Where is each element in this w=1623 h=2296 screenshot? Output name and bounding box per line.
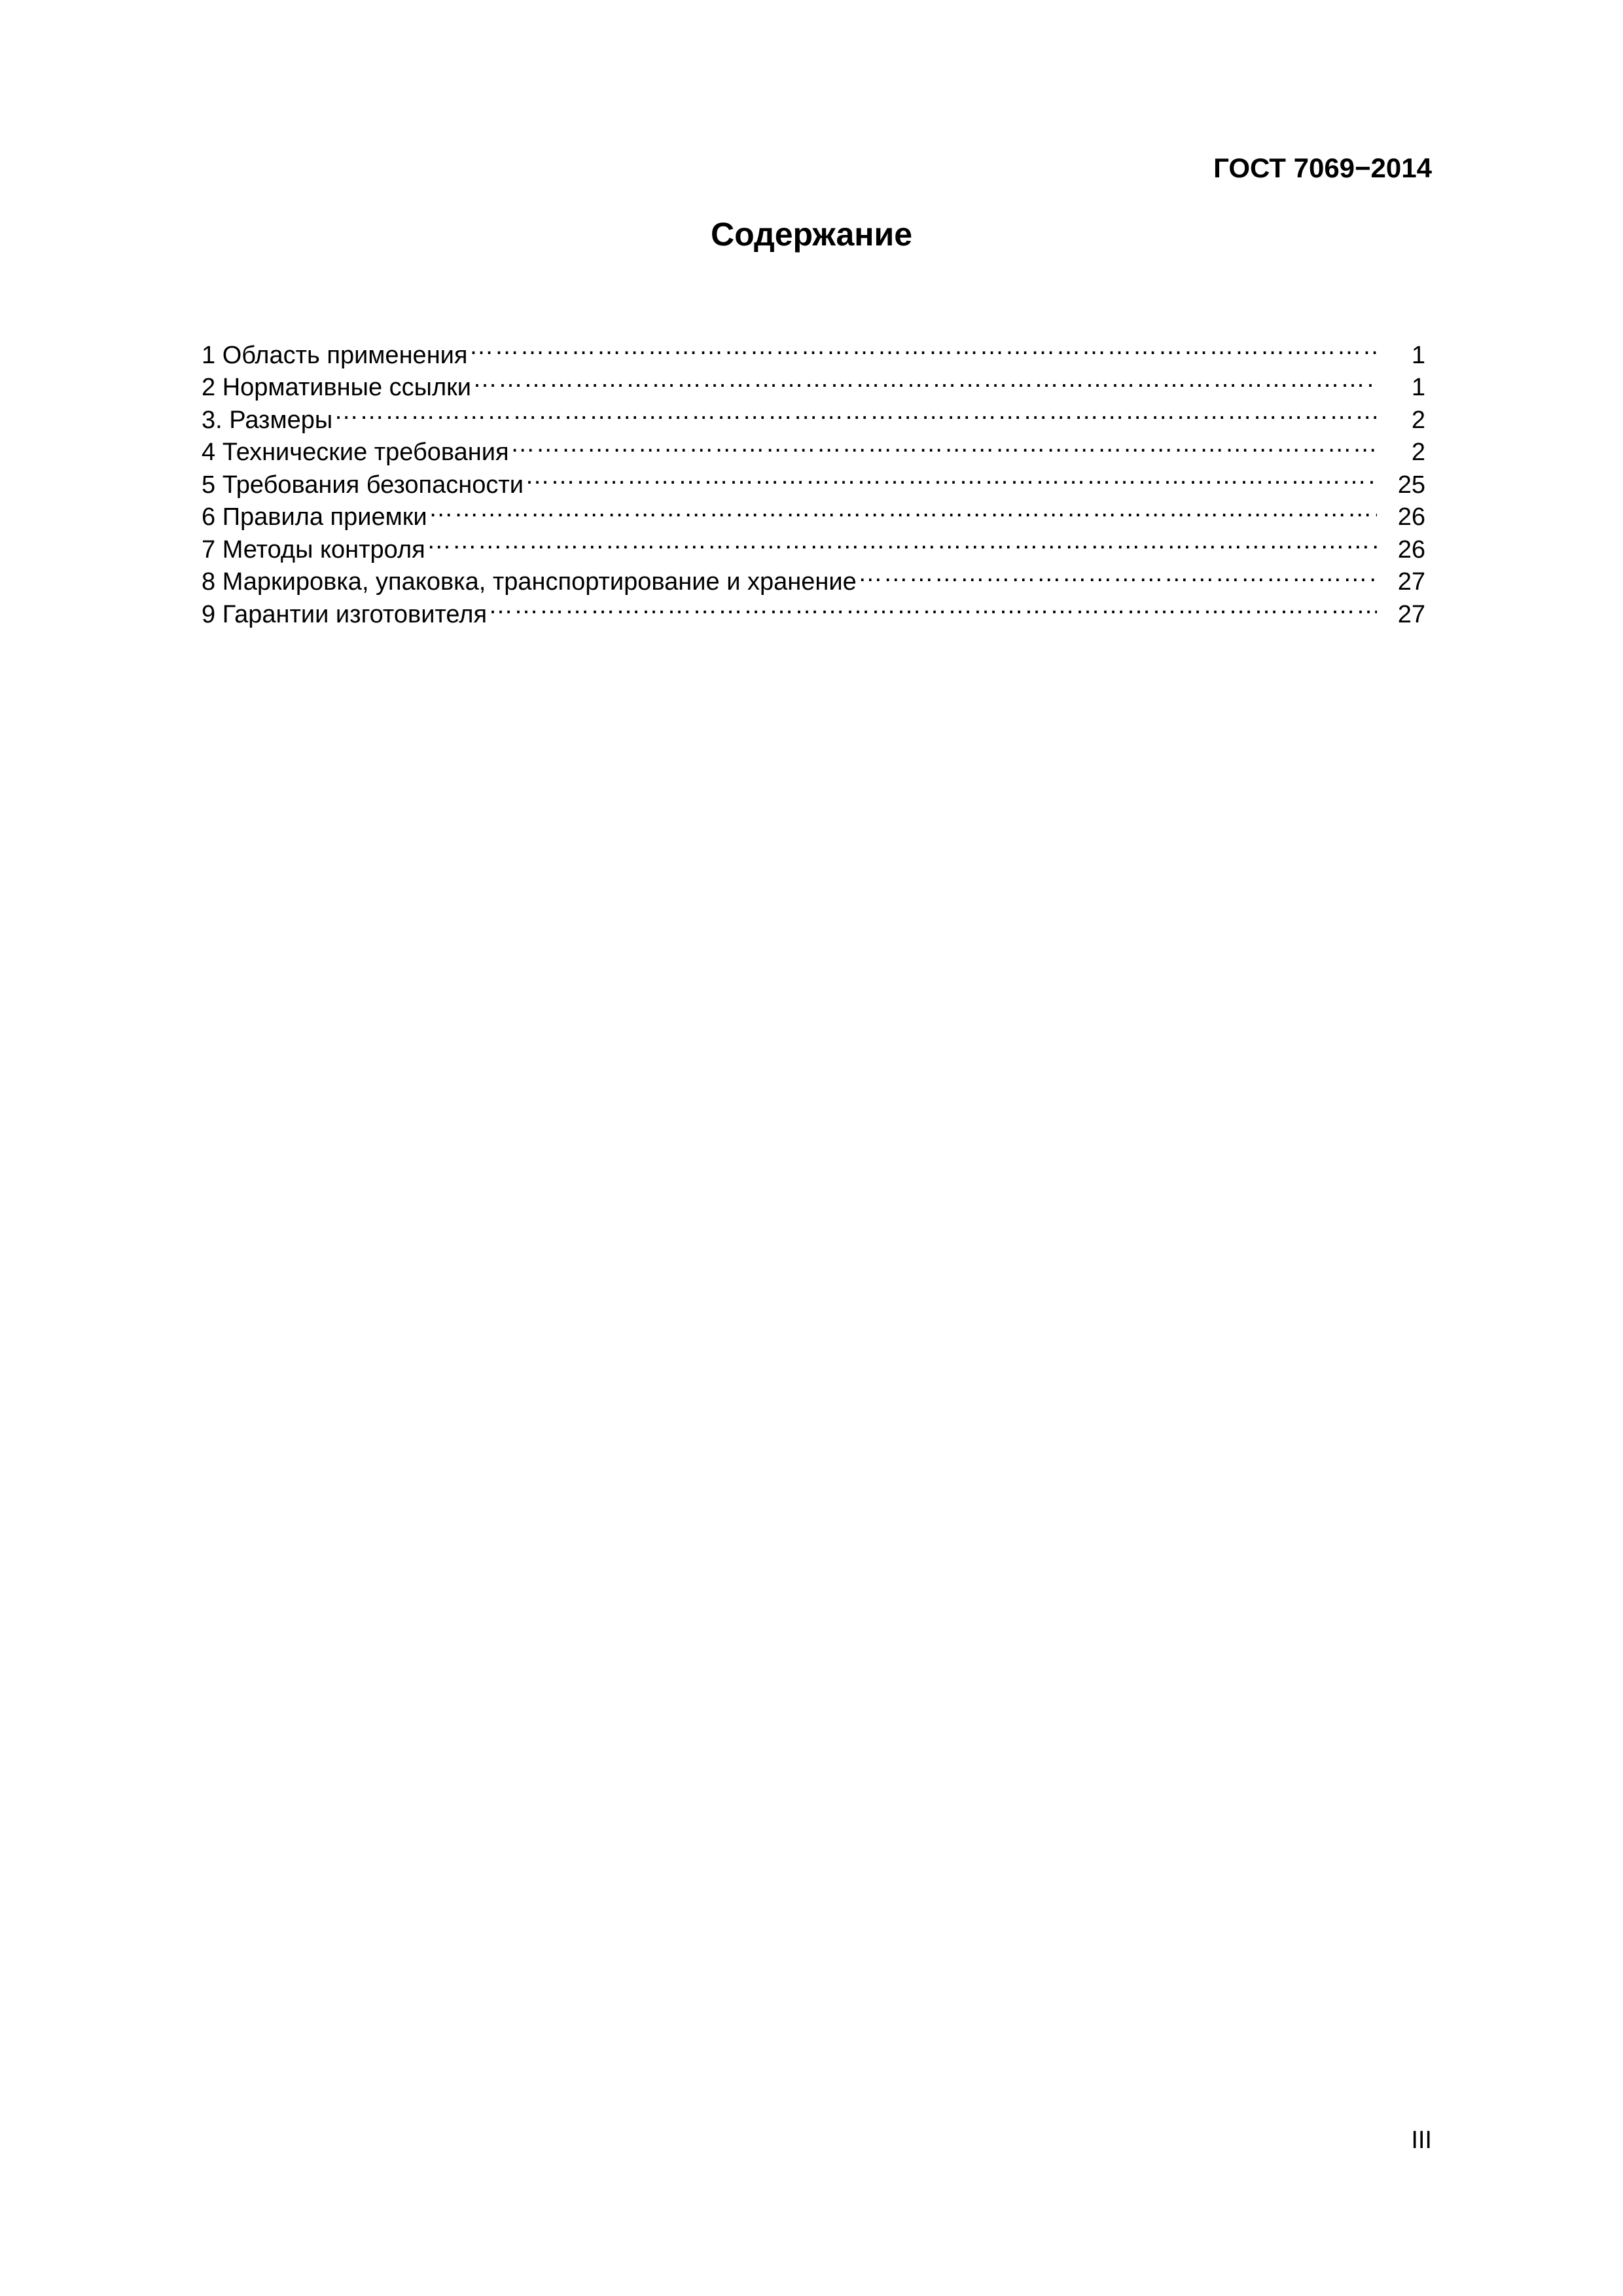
toc-dot-leader [525, 460, 1377, 493]
toc-dot-leader [858, 558, 1377, 590]
toc-entry-1[interactable] [202, 331, 1425, 369]
toc-entry-label: 9 Гарантии изготовителя [202, 600, 488, 628]
table-of-contents [202, 331, 1425, 628]
toc-entry-label: 8 Маркировка, упаковка, транспортирование и хранение [202, 568, 857, 596]
page-title [0, 215, 1623, 254]
toc-entry-page: 27 [1397, 600, 1425, 628]
toc-entry-page: 26 [1397, 503, 1425, 531]
toc-entry-4[interactable] [202, 428, 1425, 466]
toc-dot-leader [427, 525, 1377, 558]
toc-entry-3[interactable] [202, 395, 1425, 434]
page-number: III [1411, 2126, 1432, 2154]
toc-dot-leader [429, 493, 1377, 526]
toc-dot-leader [469, 331, 1377, 363]
toc-dot-leader [473, 363, 1377, 396]
toc-dot-leader [334, 395, 1377, 428]
toc-dot-leader [488, 590, 1377, 622]
toc-entry-page: 2 [1411, 439, 1425, 466]
toc-entry-page: 25 [1397, 471, 1425, 499]
toc-entry-label: 4 Технические требования [202, 439, 509, 466]
toc-entry-page: 27 [1397, 568, 1425, 596]
toc-entry-label: 1 Область применения [202, 341, 468, 369]
page-title-text: Содержание [710, 216, 913, 253]
toc-dot-leader [510, 428, 1377, 461]
toc-entry-label: 5 Требования безопасности [202, 471, 524, 499]
toc-entry-label: 6 Правила приемки [202, 503, 427, 531]
document-code: ГОСТ 7069−2014 [1213, 152, 1432, 183]
toc-entry-label: 3. Размеры [202, 406, 333, 434]
toc-entry-page: 2 [1411, 406, 1425, 434]
toc-entry-label: 2 Нормативные ссылки [202, 374, 471, 401]
toc-entry-page: 26 [1397, 535, 1425, 564]
toc-entry-label: 7 Методы контроля [202, 535, 425, 564]
toc-entry-page: 1 [1411, 374, 1425, 401]
toc-entry-page: 1 [1411, 341, 1425, 369]
